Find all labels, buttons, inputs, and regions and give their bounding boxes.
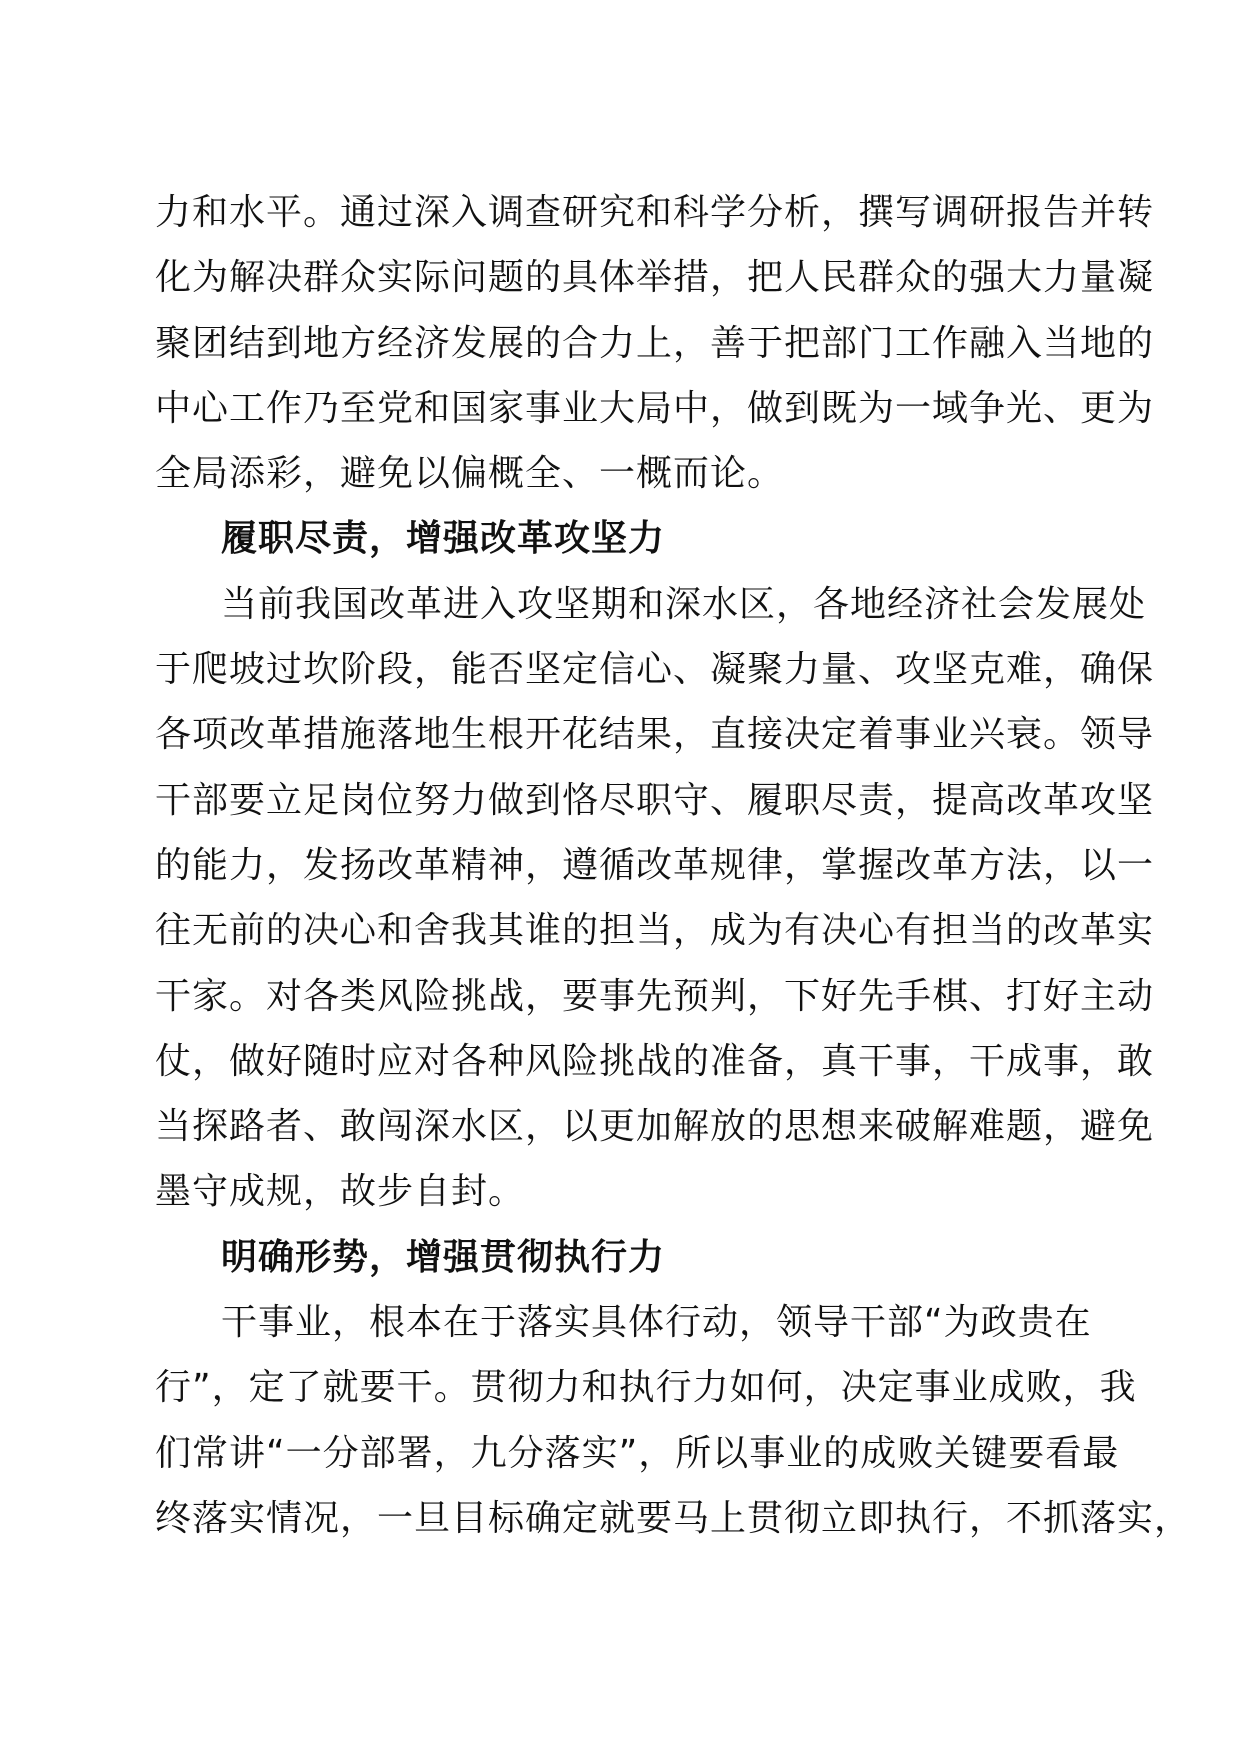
paragraph-line: 当探路者、敢闯深水区，以更加解放的思想来破解难题，避免: [155, 1106, 1155, 1148]
section-heading: 履职尽责，增强改革攻坚力: [221, 518, 666, 560]
paragraph-line: 干事业，根本在于落实具体行动，领导干部“为政贵在: [221, 1302, 1092, 1344]
paragraph-line: 全局添彩，避免以偏概全、一概而论。: [155, 453, 785, 495]
paragraph-line: 中心工作乃至党和国家事业大局中，做到既为一域争光、更为: [155, 387, 1155, 429]
paragraph-line: 的能力，发扬改革精神，遵循改革规律，掌握改革方法，以一: [155, 844, 1155, 886]
paragraph-line: 行”，定了就要干。贯彻力和执行力如何，决定事业成败，我: [155, 1367, 1137, 1409]
paragraph-line: 干家。对各类风险挑战，要事先预判，下好先手棋、打好主动: [155, 975, 1155, 1017]
section-heading: 明确形势，增强贯彻执行力: [221, 1236, 666, 1278]
document-body: [155, 180, 1192, 1551]
paragraph-line: 当前我国改革进入攻坚期和深水区，各地经济社会发展处: [221, 583, 1147, 625]
paragraph-line: 于爬坡过坎阶段，能否坚定信心、凝聚力量、攻坚克难，确保: [155, 649, 1155, 691]
paragraph-line: 各项改革措施落地生根开花结果，直接决定着事业兴衰。领导: [155, 714, 1155, 756]
paragraph-line: 化为解决群众实际问题的具体举措，把人民群众的强大力量凝: [155, 257, 1155, 299]
paragraph-line: 聚团结到地方经济发展的合力上，善于把部门工作融入当地的: [155, 322, 1155, 364]
paragraph-line: 往无前的决心和舍我其谁的担当，成为有决心有担当的改革实: [155, 910, 1155, 952]
paragraph-line: 终落实情况，一旦目标确定就要马上贯彻立即执行，不抓落实，: [155, 1497, 1192, 1539]
paragraph-line: 墨守成规，故步自封。: [155, 1171, 526, 1213]
paragraph-line: 力和水平。通过深入调查研究和科学分析，撰写调研报告并转: [155, 192, 1155, 233]
paragraph-line: 们常讲“一分部署，九分落实”，所以事业的成败关键要看最: [155, 1432, 1120, 1474]
paragraph-line: 干部要立足岗位努力做到恪尽职守、履职尽责，提高改革攻坚: [155, 779, 1155, 821]
paragraph-line: 仗，做好随时应对各种风险挑战的准备，真干事，干成事，敢: [155, 1040, 1155, 1082]
